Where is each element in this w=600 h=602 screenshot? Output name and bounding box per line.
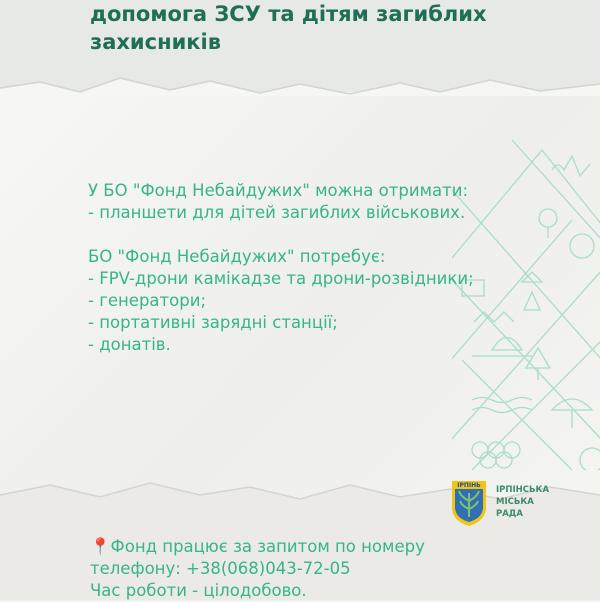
headline-line-1: допомога ЗСУ та дітям загиблих [90, 2, 487, 26]
tree-icon [539, 209, 557, 227]
footer-phone: телефону: +38(068)043-72-05 [90, 559, 351, 578]
available-item-tablets: - планшети для дітей загиблих військових. [88, 203, 466, 222]
irpin-crest-logo [449, 477, 489, 527]
footer-hours: Час роботи - цілодобово. [90, 581, 307, 600]
heartbeat-icon [552, 156, 590, 176]
available-heading: У БО "Фонд Небайдужих" можна отримати: [88, 181, 469, 200]
headline [90, 0, 560, 56]
needs-item-drones: - FPV-дрони камікадзе та дрони-розвідники; [88, 269, 474, 288]
council-line-2: МІСЬКА [496, 497, 534, 507]
contact-footer [90, 536, 510, 602]
needs-item-donations: - донатів. [88, 335, 171, 354]
needs-heading: БО "Фонд Небайдужих" потребує: [88, 247, 386, 266]
council-line-1: ІРПІНСЬКА [496, 485, 550, 495]
tree-icon-2 [526, 348, 550, 380]
needs-item-power-stations: - портативні зарядні станції; [88, 313, 338, 332]
emblem-text: ІРПІНЬ [457, 482, 481, 489]
headline-line-2: захисників [90, 30, 222, 54]
main-content [88, 180, 528, 356]
council-line-3: РАДА [496, 509, 523, 519]
pin-icon: 📍 [90, 537, 111, 556]
balloon-icon [570, 234, 594, 258]
needs-item-generators: - генератори; [88, 291, 207, 310]
footer-line-1: Фонд працює за запитом по номеру [110, 537, 425, 556]
city-council-label [496, 484, 586, 520]
